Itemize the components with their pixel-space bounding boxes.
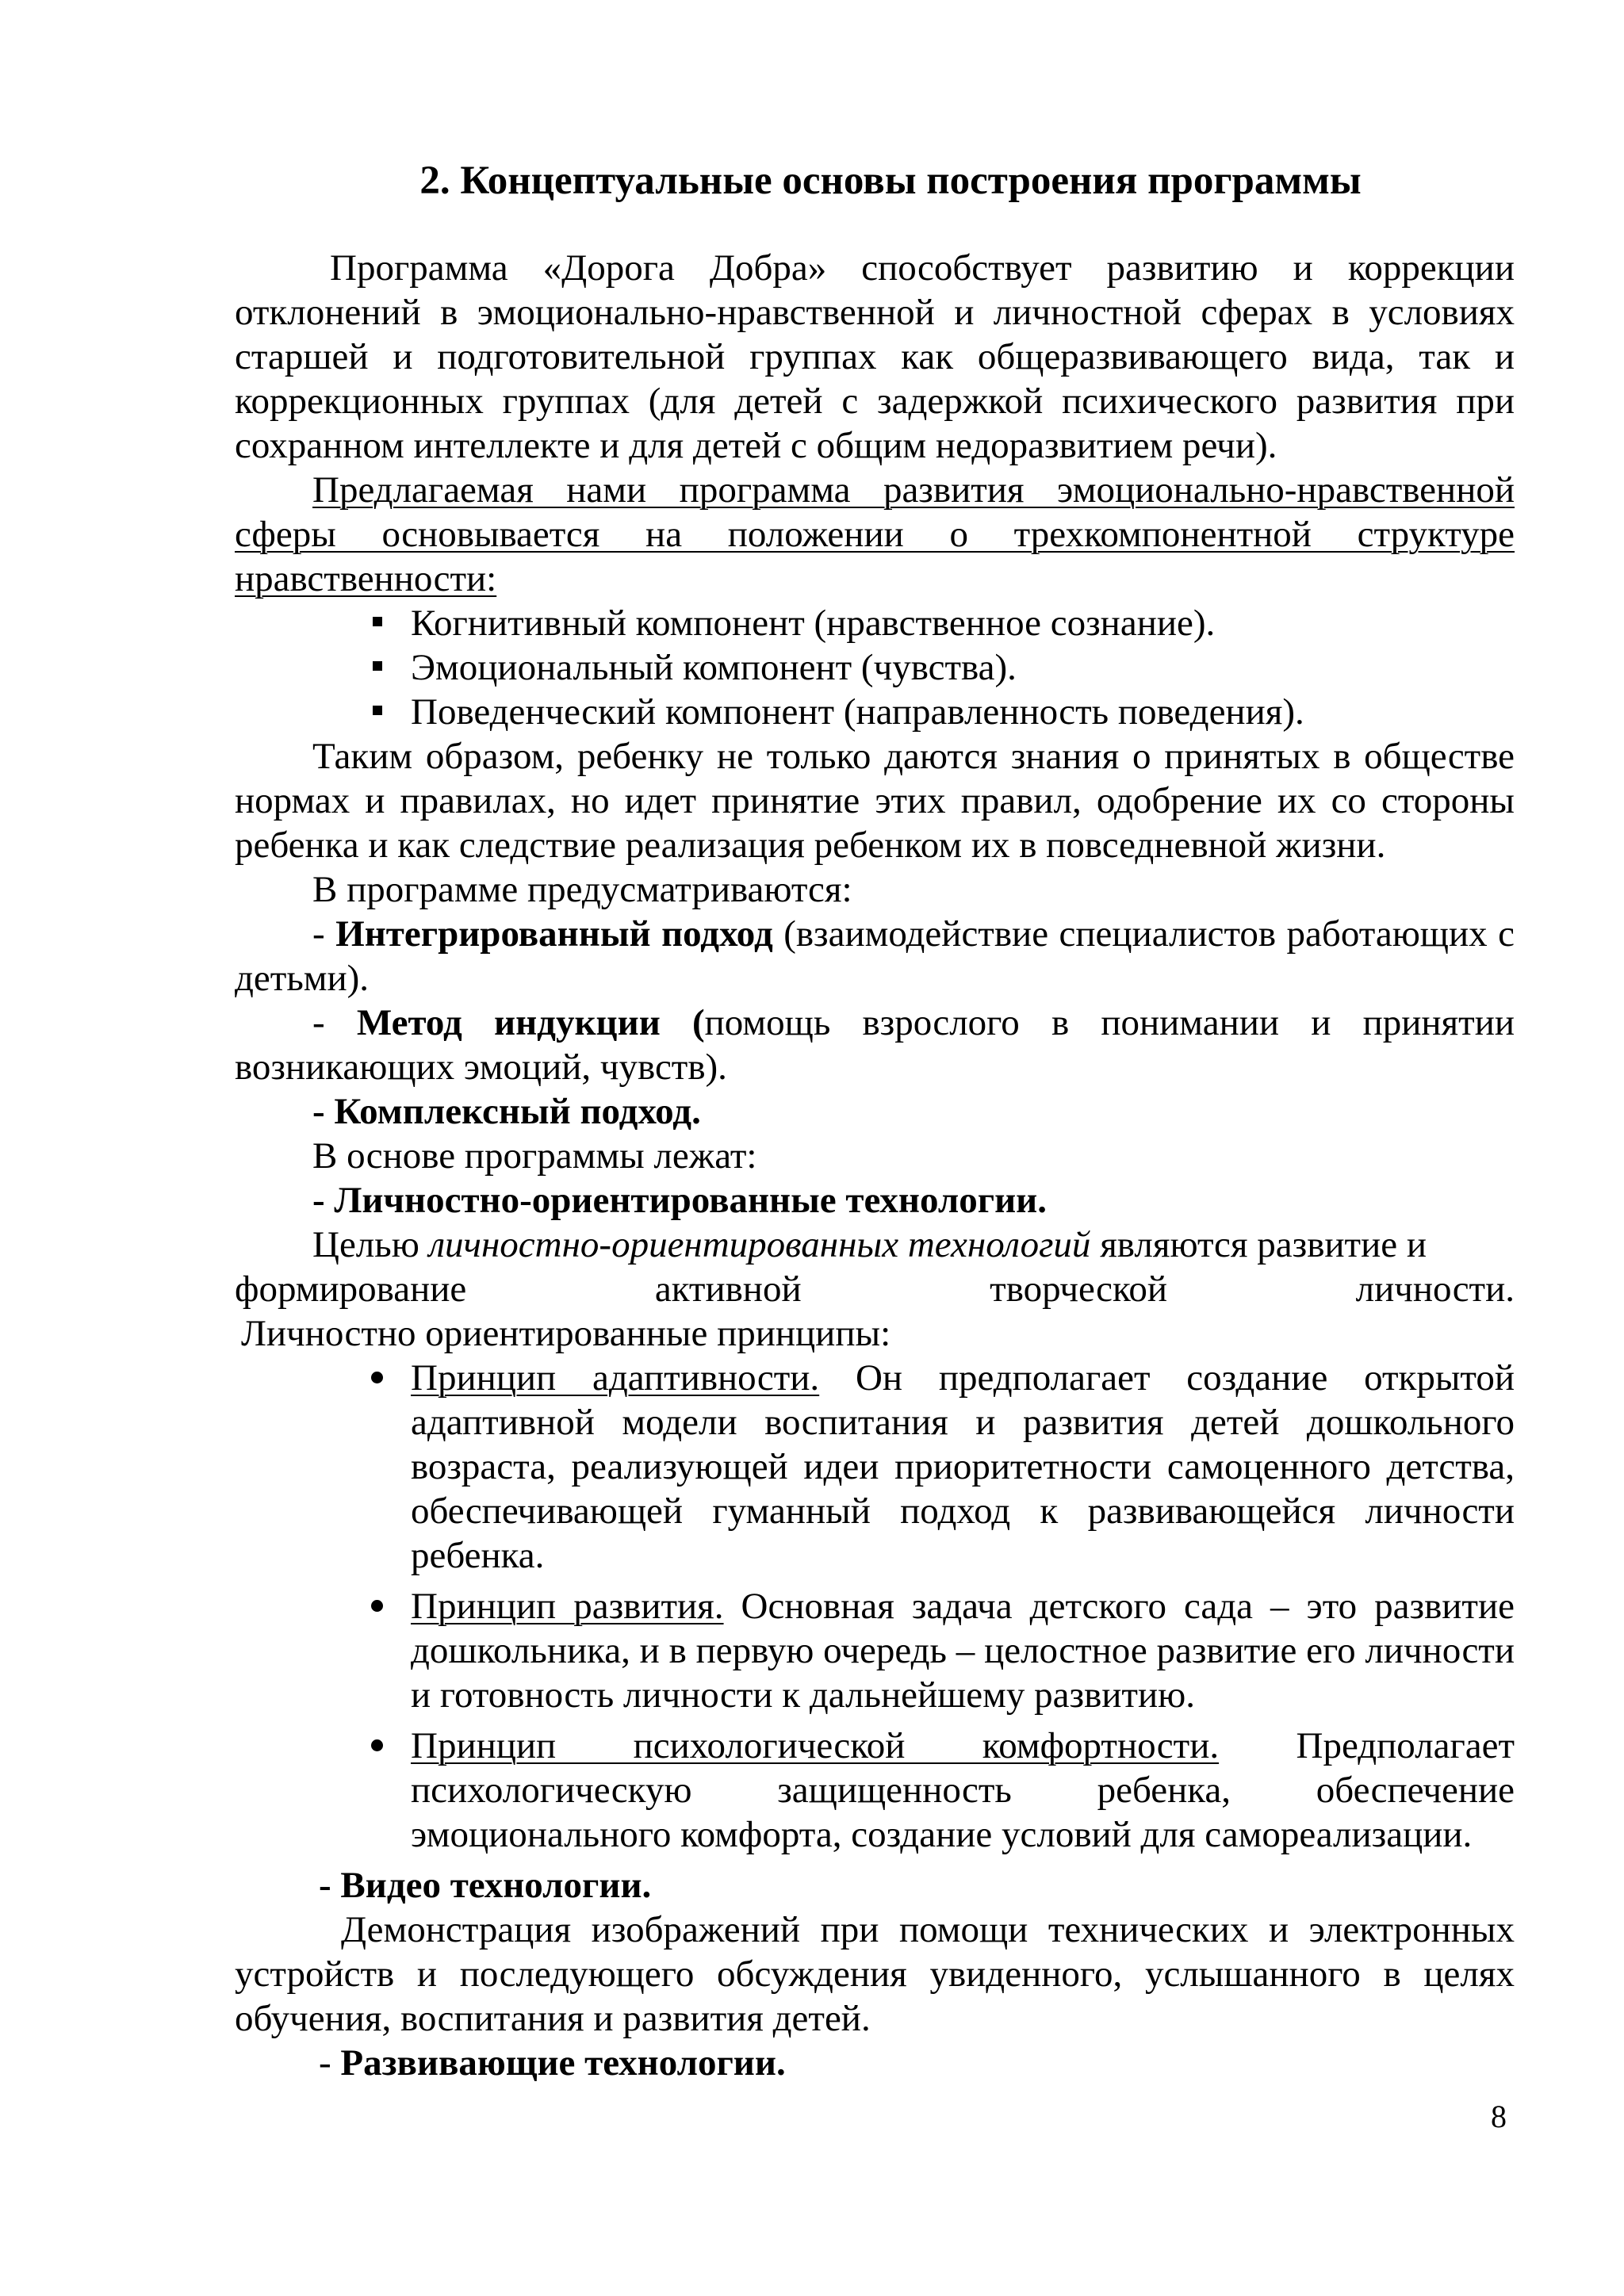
page-number: 8 bbox=[1491, 2099, 1507, 2134]
structure-paragraph bbox=[235, 468, 1515, 601]
approach-induction: - Метод индукции (помощь взрослого в понимании и принятии возникающих эмоций, чувств). bbox=[235, 1002, 1515, 1088]
section-title: 2. Концептуальные основы построения программы bbox=[419, 159, 1362, 203]
tech-video: - Видео технологии. bbox=[319, 1865, 652, 1906]
list-item: Принцип развития. Основная задача детского сада – это развитие дошкольника, и в первую очередь – целостное развитие его личности и готовность личности к дальнейшему развитию. bbox=[411, 1584, 1515, 1717]
tech-personal: - Личностно-ориентированные технологии. bbox=[312, 1180, 1048, 1221]
list-item: Эмоциональный компонент (чувства). bbox=[411, 645, 1515, 690]
square-bullet-icon bbox=[373, 617, 382, 626]
tech-developing: - Развивающие технологии. bbox=[319, 2042, 786, 2084]
principles-list bbox=[235, 1356, 1515, 1857]
components-list bbox=[235, 601, 1515, 734]
list-item: Когнитивный компонент (нравственное сознание). bbox=[411, 601, 1515, 645]
basis-heading: В основе программы лежат: bbox=[312, 1135, 757, 1177]
square-bullet-icon bbox=[373, 706, 382, 715]
round-bullet-icon bbox=[371, 1739, 383, 1751]
conclusion-paragraph: Таким образом, ребенку не только даются знания о принятых в обществе нормах и правилах, но идет принятие этих правил, одобрение их со стороны ребенка и как следствие реализация ребенком их в повседневной жизни. bbox=[235, 736, 1515, 866]
provisions-heading: В программе предусматриваются: bbox=[312, 869, 852, 910]
goal-line-2: формирование активной творческой личности. bbox=[235, 1269, 1515, 1310]
structure-statement: Предлагаемая нами программа развития эмоционально-нравственной сферы основывается на положении о трехкомпонентной структуре нравственности: bbox=[235, 469, 1515, 599]
list-item: Поведенческий компонент (направленность поведения). bbox=[411, 690, 1515, 734]
goal-line-1: Целью личностно-ориентированных технологий являются развитие и bbox=[312, 1224, 1427, 1265]
approach-integrated: - Интегрированный подход (взаимодействие специалистов работающих с детьми). bbox=[235, 913, 1515, 999]
intro-paragraph: Программа «Дорога Добра» способствует развитию и коррекции отклонений в эмоционально-нравственной и личностной сферах в условиях старшей и подготовительной группах как общеразвивающего вида, так и коррекционных группах (для детей с задержкой психического развития при сохранном интеллекте и для детей с общим недоразвитием речи). bbox=[235, 247, 1515, 466]
round-bullet-icon bbox=[371, 1600, 383, 1612]
video-paragraph: Демонстрация изображений при помощи технических и электронных устройств и последующего обсуждения увиденного, услышанного в целях обучения, воспитания и развития детей. bbox=[235, 1909, 1515, 2039]
list-item: Принцип психологической комфортности. Предполагает психологическую защищенность ребенка, обеспечение эмоционального комфорта, создание условий для самореализации. bbox=[411, 1724, 1515, 1857]
document-page bbox=[235, 155, 1515, 2085]
principles-heading: Личностно ориентированные принципы: bbox=[241, 1313, 891, 1354]
approach-complex: - Комплексный подход. bbox=[312, 1091, 701, 1132]
list-item: Принцип адаптивности. Он предполагает создание открытой адаптивной модели воспитания и развития детей дошкольного возраста, реализующей идеи приоритетности самоценного детства, обеспечивающей гуманный подход к развивающейся личности ребенка. bbox=[411, 1356, 1515, 1578]
square-bullet-icon bbox=[373, 661, 382, 671]
round-bullet-icon bbox=[371, 1372, 383, 1383]
